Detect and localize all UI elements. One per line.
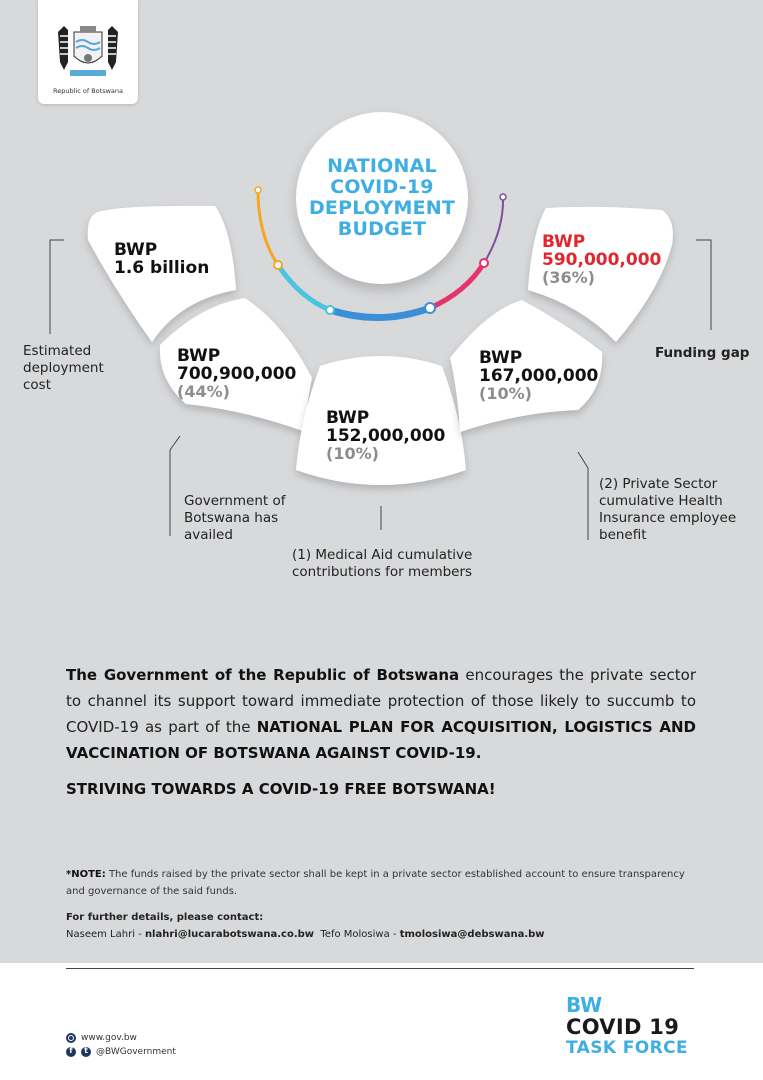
segment-percent: (44%) xyxy=(177,382,230,401)
segment-amount: 167,000,000 xyxy=(479,366,599,386)
website-link[interactable] xyxy=(66,1033,137,1043)
center-title-circle xyxy=(296,112,468,284)
leader-line-estimated xyxy=(50,240,64,334)
segment-amount: 590,000,000 xyxy=(542,250,662,270)
arc-segment-blue xyxy=(330,308,430,318)
social-handle[interactable]: @BWGovernment xyxy=(96,1047,176,1057)
website-text[interactable]: www.gov.bw xyxy=(81,1033,137,1043)
body-plan-name: NATIONAL PLAN FOR ACQUISITION, LOGISTICS AND VACCINATION OF BOTSWANA AGAINST COVID-19. xyxy=(66,718,696,762)
segment-medical-aid-label xyxy=(326,409,445,463)
caption-medical-aid: (1) Medical Aid cumulative contributions for members xyxy=(292,547,473,580)
leader-line-private-sector xyxy=(578,452,588,540)
arc-node xyxy=(480,259,488,267)
contact-person-1: Naseem Lahri - xyxy=(66,929,145,940)
segment-currency: BWP xyxy=(542,232,586,252)
arc-node xyxy=(326,306,334,314)
social-link[interactable] xyxy=(66,1047,176,1057)
segment-currency: BWP xyxy=(479,348,523,368)
body-lead: The Government of the Republic of Botswana xyxy=(66,666,460,684)
striving-slogan: STRIVING TOWARDS A COVID-19 FREE BOTSWANA! xyxy=(66,780,496,798)
task-force-covid: COVID 19 xyxy=(566,1015,680,1039)
segment-amount: 700,900,000 xyxy=(177,364,297,384)
contact-line xyxy=(66,929,545,940)
center-title: NATIONAL COVID-19 DEPLOYMENT BUDGET xyxy=(308,155,456,240)
contact-email-1[interactable]: nlahri@lucarabotswana.co.bw xyxy=(144,929,315,940)
segment-private-sector-label xyxy=(479,349,598,403)
body-paragraph xyxy=(66,662,696,766)
caption-estimated: Estimated deployment cost xyxy=(23,343,104,393)
globe-icon xyxy=(66,1033,76,1043)
arc-node xyxy=(255,187,261,193)
body-middle: encourages the private sector to channel its support toward immediate protection of those likely to succumb to COVID-19 as part of the xyxy=(66,666,696,736)
facebook-icon[interactable]: f xyxy=(66,1047,76,1057)
note-text xyxy=(66,866,696,900)
segment-percent: (10%) xyxy=(479,384,532,403)
arc-segment-purple xyxy=(484,197,503,263)
note-body: The funds raised by the private sector shall be kept in a private sector established account to ensure transparency and governance of the said funds. xyxy=(66,869,685,897)
arc-segment-orange xyxy=(258,190,278,265)
contact-person-2: Tefo Molosiwa - xyxy=(320,929,400,940)
arc-segment-teal xyxy=(278,265,330,310)
task-force-label: TASK FORCE xyxy=(566,1038,689,1058)
caption-funding-gap: Funding gap xyxy=(655,345,750,361)
arc-node xyxy=(425,303,435,313)
leader-line-funding-gap xyxy=(696,240,711,330)
segment-percent: (10%) xyxy=(326,444,379,463)
arc-segment-pink xyxy=(430,263,484,308)
contact-heading: For further details, please contact: xyxy=(66,912,264,923)
segment-currency: BWP xyxy=(326,408,370,428)
leader-line-government xyxy=(170,436,180,536)
task-force-bw: BW xyxy=(566,993,603,1017)
segment-amount: 1.6 billion xyxy=(114,258,210,278)
task-force-logo xyxy=(566,995,696,1058)
contact-email-2[interactable]: tmolosiwa@debswana.bw xyxy=(399,929,545,940)
caption-private-sector: (2) Private Sector cumulative Health Insurance employee benefit xyxy=(599,476,737,543)
caption-government: Government of Botswana has availed xyxy=(184,493,286,543)
segment-funding-gap-label xyxy=(542,233,661,287)
segment-currency: BWP xyxy=(177,346,221,366)
arc-node xyxy=(274,261,282,269)
logo-caption: Republic of Botswana xyxy=(53,87,123,95)
segment-estimated-label xyxy=(114,241,209,277)
twitter-icon[interactable]: t xyxy=(81,1047,91,1057)
segment-government-label xyxy=(177,347,296,401)
segment-percent: (36%) xyxy=(542,268,595,287)
arc-node xyxy=(500,194,506,200)
segment-currency: BWP xyxy=(114,240,158,260)
segment-amount: 152,000,000 xyxy=(326,426,446,446)
footer-divider xyxy=(66,968,694,969)
note-label: *NOTE: xyxy=(66,869,106,880)
